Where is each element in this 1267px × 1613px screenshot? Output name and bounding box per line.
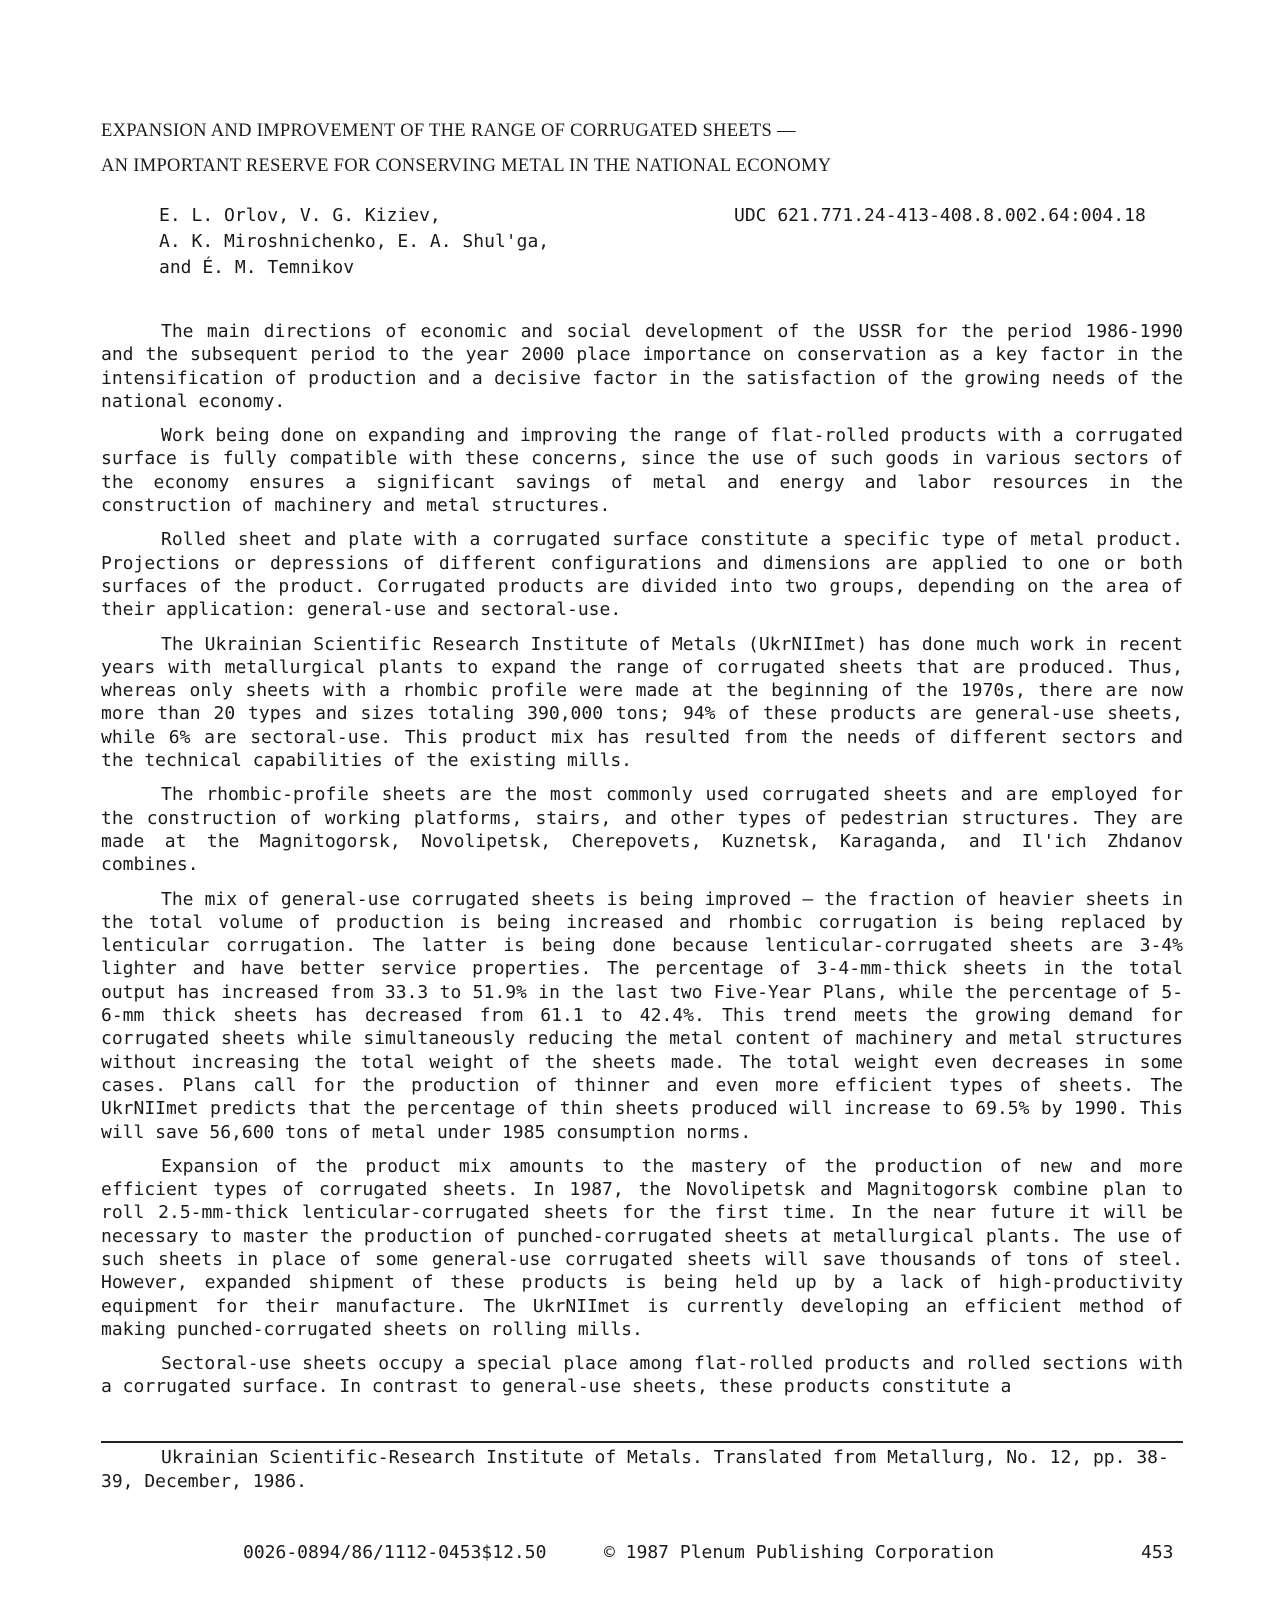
body-paragraph: The rhombic-profile sheets are the most commonly used corrugated sheets and are employed for the construction of working platforms, stairs, and other types of pedestrian structures. They are made at the Magnitogorsk, Novolipetsk, Cherepovets, Kuznetsk, Karaganda, and Il'ich Zhdanov combines.: [101, 784, 1183, 876]
article-title-line-1: EXPANSION AND IMPROVEMENT OF THE RANGE OF CORRUGATED SHEETS —: [101, 121, 796, 141]
author-line-1: E. L. Orlov, V. G. Kiziev,: [159, 205, 441, 226]
body-paragraph: Expansion of the product mix amounts to the mastery of the production of new and more efficient types of corrugated sheets. In 1987, the Novolipetsk and Magnitogorsk combine plan to roll 2.5-mm-thick lenticular-corrugated sheets for the first time. In the near future it will be necessary to master the production of punched-corrugated sheets at metallurgical plants. The use of such sheets in place of some general-use corrugated sheets will save thousands of tons of steel. However, expanded shipment of these products is being held up by a lack of high-productivity equipment for their manufacture. The UkrNIImet is currently developing an efficient method of making punched-corrugated sheets on rolling mills.: [101, 1155, 1183, 1340]
publication-code: 0026-0894/86/1112-0453$12.50: [243, 1542, 547, 1563]
author-line-3: and É. M. Temnikov: [159, 257, 355, 278]
body-paragraph: Work being done on expanding and improving the range of flat-rolled products with a corrugated surface is fully compatible with these concerns, since the use of such goods in various sectors of the economy ensures a significant savings of metal and energy and labor resources in the construction of machinery and metal structures.: [101, 425, 1183, 517]
author-list: [159, 203, 549, 281]
body-paragraph: Rolled sheet and plate with a corrugated surface constitute a specific type of metal product. Projections or depressions of different configurations and dimensions are applied to one or both surfaces of the product. Corrugated products are divided into two groups, depending on the area of their application: general-use and sectoral-use.: [101, 529, 1183, 621]
article-title-line-2: AN IMPORTANT RESERVE FOR CONSERVING METAL IN THE NATIONAL ECONOMY: [101, 156, 832, 176]
udc-code: UDC 621.771.24-413-408.8.002.64:004.18: [734, 205, 1146, 226]
copyright-notice: © 1987 Plenum Publishing Corporation: [604, 1542, 995, 1563]
body-paragraph: Sectoral-use sheets occupy a special place among flat-rolled products and rolled sections with a corrugated surface. In contrast to general-use sheets, these products constitute a: [101, 1353, 1183, 1398]
body-paragraph: The main directions of economic and social development of the USSR for the period 1986-1990 and the subsequent period to the year 2000 place importance on conservation as a key factor in the intensification of production and a decisive factor in the satisfaction of the growing needs of the national economy.: [101, 321, 1183, 412]
body-paragraph: The Ukrainian Scientific Research Institute of Metals (UkrNIImet) has done much work in recent years with metallurgical plants to expand the range of corrugated sheets that are produced. Thus, whereas only sheets with a rhombic profile were made at the beginning of the 1970s, there are now more than 20 types and sizes totaling 390,000 tons; 94% of these products are general-use sheets, while 6% are sectoral-use. This product mix has resulted from the needs of different sectors and the technical capabilities of the existing mills.: [101, 633, 1183, 772]
footnote: Ukrainian Scientific-Research Institute of Metals. Translated from Metallurg, No. 12, pp. 38-39, December, 1986.: [101, 1447, 1169, 1492]
body-paragraph: The mix of general-use corrugated sheets is being improved — the fraction of heavier sheets in the total volume of production is being increased and rhombic corrugation is being replaced by lenticular corrugation. The latter is being done because lenticular-corrugated sheets are 3-4% lighter and have better service properties. The percentage of 3-4-mm-thick sheets in the total output has increased from 33.3 to 51.9% in the last two Five-Year Plans, while the percentage of 5-6-mm thick sheets has decreased from 61.1 to 42.4%. This trend meets the growing demand for corrugated sheets while simultaneously reducing the metal content of machinery and metal structures without increasing the total weight of the sheets made. The total weight even decreases in some cases. Plans call for the production of thinner and even more efficient types of sheets. The UkrNIImet predicts that the percentage of thin sheets produced will increase to 69.5% by 1990. This will save 56,600 tons of metal under 1985 consumption norms.: [101, 888, 1183, 1143]
page-number: 453: [1141, 1542, 1174, 1563]
footnote-divider: [101, 1441, 1183, 1443]
author-line-2: A. K. Miroshnichenko, E. A. Shul'ga,: [159, 231, 550, 252]
article-body: [101, 320, 1183, 1410]
